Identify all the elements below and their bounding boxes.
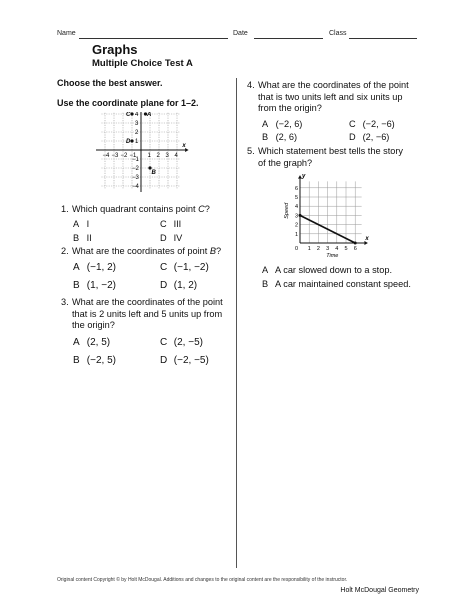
q1-option-a[interactable]: [73, 219, 89, 229]
option-text: A car maintained constant speed.: [275, 279, 411, 289]
date-field-line[interactable]: [254, 38, 323, 39]
option-letter: C: [349, 119, 356, 129]
footer-copyright: Original content Copyright © by Holt McDougal. Additions and changes to the original content are the responsibility of the instructor.: [57, 577, 348, 583]
option-text: (2, 5): [86, 337, 111, 348]
y-tick-label: 4: [135, 112, 139, 118]
question-text: [258, 80, 409, 115]
q4-option-d[interactable]: [349, 132, 389, 142]
option-text: II: [86, 233, 92, 243]
question-3: [61, 297, 236, 333]
question-line: from the origin?: [258, 103, 322, 113]
option-text: (2, 6): [275, 132, 298, 142]
question-line: of the graph?: [258, 157, 313, 168]
y-tick-label: −1: [132, 157, 139, 163]
option-text: (2, −6): [362, 132, 390, 142]
question-line: the origin?: [72, 320, 115, 330]
speed-time-graph: [284, 171, 376, 263]
option-letter: A: [73, 337, 80, 348]
option-letter: A: [262, 265, 269, 275]
point-b-label: B: [151, 170, 156, 176]
option-letter: C: [160, 337, 168, 348]
question-number: 5.: [247, 146, 255, 156]
question-text: [72, 297, 223, 332]
name-label: Name: [57, 30, 76, 37]
q3-option-a[interactable]: [73, 337, 110, 348]
x-tick-label: 4: [335, 246, 339, 252]
q2-option-c[interactable]: [160, 262, 209, 273]
q2-option-b[interactable]: [73, 280, 116, 291]
option-letter: B: [73, 355, 80, 366]
speed-graph-tick-labels: [295, 186, 357, 252]
option-text: (−2, 5): [86, 355, 116, 366]
column-divider: [236, 78, 237, 568]
option-letter: D: [349, 132, 356, 142]
y-tick-label: −3: [132, 175, 139, 181]
q1-option-d[interactable]: [160, 233, 182, 243]
q5-option-a[interactable]: [262, 265, 392, 275]
page-title: Graphs: [92, 42, 138, 57]
instruction-use-plane: Use the coordinate plane for 1–2.: [57, 98, 199, 108]
y-tick-label: 1: [135, 139, 139, 145]
x-tick-label: 1: [307, 246, 311, 252]
y-tick-label: 4: [295, 204, 299, 211]
question-number: 3.: [61, 297, 69, 307]
y-axis-title: Speed: [284, 202, 290, 219]
y-tick-label: 2: [295, 222, 299, 229]
page-subtitle: Multiple Choice Test A: [92, 58, 193, 69]
option-text: III: [173, 219, 182, 229]
class-label: Class: [329, 30, 347, 37]
x-tick-label: −2: [120, 153, 128, 159]
option-text: (−2, 6): [275, 119, 303, 129]
question-line: What are the coordinates of the point: [72, 297, 223, 307]
option-text: (1, 2): [173, 280, 198, 291]
q3-option-c[interactable]: [160, 337, 203, 348]
point-c-dot: [130, 112, 133, 115]
x-axis-label: x: [182, 143, 186, 149]
option-letter: A: [262, 119, 269, 129]
y-tick-label: 3: [295, 213, 299, 220]
question-number: 2.: [61, 246, 69, 256]
question-text: What are the coordinates of point B?: [72, 246, 222, 256]
series-point-start: [299, 214, 302, 217]
footer-publisher: Holt McDougal Geometry: [340, 587, 419, 594]
q2-option-a[interactable]: [73, 262, 116, 273]
coordinate-axes: [96, 112, 189, 192]
option-letter: A: [73, 262, 80, 273]
option-text: (1, −2): [86, 280, 116, 291]
point-a-label: A: [147, 112, 152, 118]
point-c-label: C: [126, 112, 131, 118]
x-tick-label: −3: [111, 153, 119, 159]
x-tick-label: 2: [156, 153, 160, 159]
option-letter: B: [262, 132, 269, 142]
option-text: I: [86, 219, 90, 229]
option-letter: C: [160, 262, 168, 273]
option-text: A car slowed down to a stop.: [275, 265, 392, 275]
x-tick-label: 6: [353, 246, 357, 252]
origin-tick-label: 0: [295, 246, 299, 252]
point-d-label: D: [126, 139, 131, 145]
option-text: IV: [173, 233, 183, 243]
x-tick-label: 3: [165, 153, 169, 159]
option-text: (−1, 2): [86, 262, 116, 273]
coordinate-plane: [96, 112, 192, 192]
q1-option-c[interactable]: [160, 219, 181, 229]
question-line: Which statement best tells the story: [258, 146, 404, 156]
x-axis-letter: x: [365, 236, 369, 242]
x-tick-label: −1: [129, 153, 137, 159]
option-letter: B: [73, 280, 80, 291]
option-letter: D: [160, 280, 168, 291]
question-text: Which quadrant contains point C?: [72, 204, 210, 214]
question-1: [61, 204, 231, 216]
x-tick-label: 1: [147, 153, 151, 159]
question-2: [61, 246, 236, 258]
q3-option-b[interactable]: [73, 355, 116, 366]
x-tick-label: 3: [326, 246, 330, 252]
x-tick-label: 4: [174, 153, 178, 159]
q5-option-b[interactable]: [262, 279, 411, 289]
name-field-line[interactable]: [79, 38, 228, 39]
speed-graph-grid: [300, 181, 362, 243]
y-tick-label: 6: [295, 185, 299, 192]
q4-option-a[interactable]: [262, 119, 302, 129]
q4-option-c[interactable]: [349, 119, 395, 129]
question-line: that is 2 units left and 5 units up from: [72, 308, 223, 319]
q2-option-d[interactable]: [160, 280, 197, 291]
x-axis-title: Time: [326, 253, 339, 259]
date-label: Date: [233, 30, 248, 37]
x-tick-label: 5: [344, 246, 348, 252]
option-letter: C: [160, 219, 167, 229]
option-letter: B: [73, 233, 80, 243]
question-5: [247, 146, 427, 170]
y-tick-label: 1: [295, 231, 299, 238]
x-tick-label: −4: [102, 153, 110, 159]
question-4: [247, 80, 427, 116]
y-tick-label: 2: [135, 130, 139, 136]
y-axis-letter: y: [302, 173, 306, 180]
question-line: What are the coordinates of the point: [258, 80, 409, 90]
question-line: that is two units left and six units up: [258, 91, 403, 102]
option-text: (−1, −2): [173, 262, 209, 273]
q4-option-b[interactable]: [262, 132, 297, 142]
option-text: (2, −5): [173, 337, 203, 348]
question-number: 1.: [61, 204, 69, 214]
option-letter: D: [160, 355, 168, 366]
option-letter: B: [262, 279, 269, 289]
x-tick-label: 2: [316, 246, 320, 252]
question-text: [258, 146, 403, 169]
option-letter: D: [160, 233, 167, 243]
q1-option-b[interactable]: [73, 233, 92, 243]
option-text: (−2, −6): [362, 119, 395, 129]
y-tick-label: 3: [135, 121, 139, 127]
class-field-line[interactable]: [349, 38, 417, 39]
q3-option-d[interactable]: [160, 355, 209, 366]
y-tick-label: −4: [132, 184, 139, 190]
y-tick-label: 5: [295, 195, 299, 201]
option-text: (−2, −5): [173, 355, 209, 366]
question-number: 4.: [247, 80, 255, 90]
y-tick-label: −2: [132, 166, 139, 172]
instruction-choose: Choose the best answer.: [57, 78, 163, 88]
point-d-dot: [130, 139, 133, 142]
option-letter: A: [73, 219, 80, 229]
series-point-end: [354, 242, 357, 245]
